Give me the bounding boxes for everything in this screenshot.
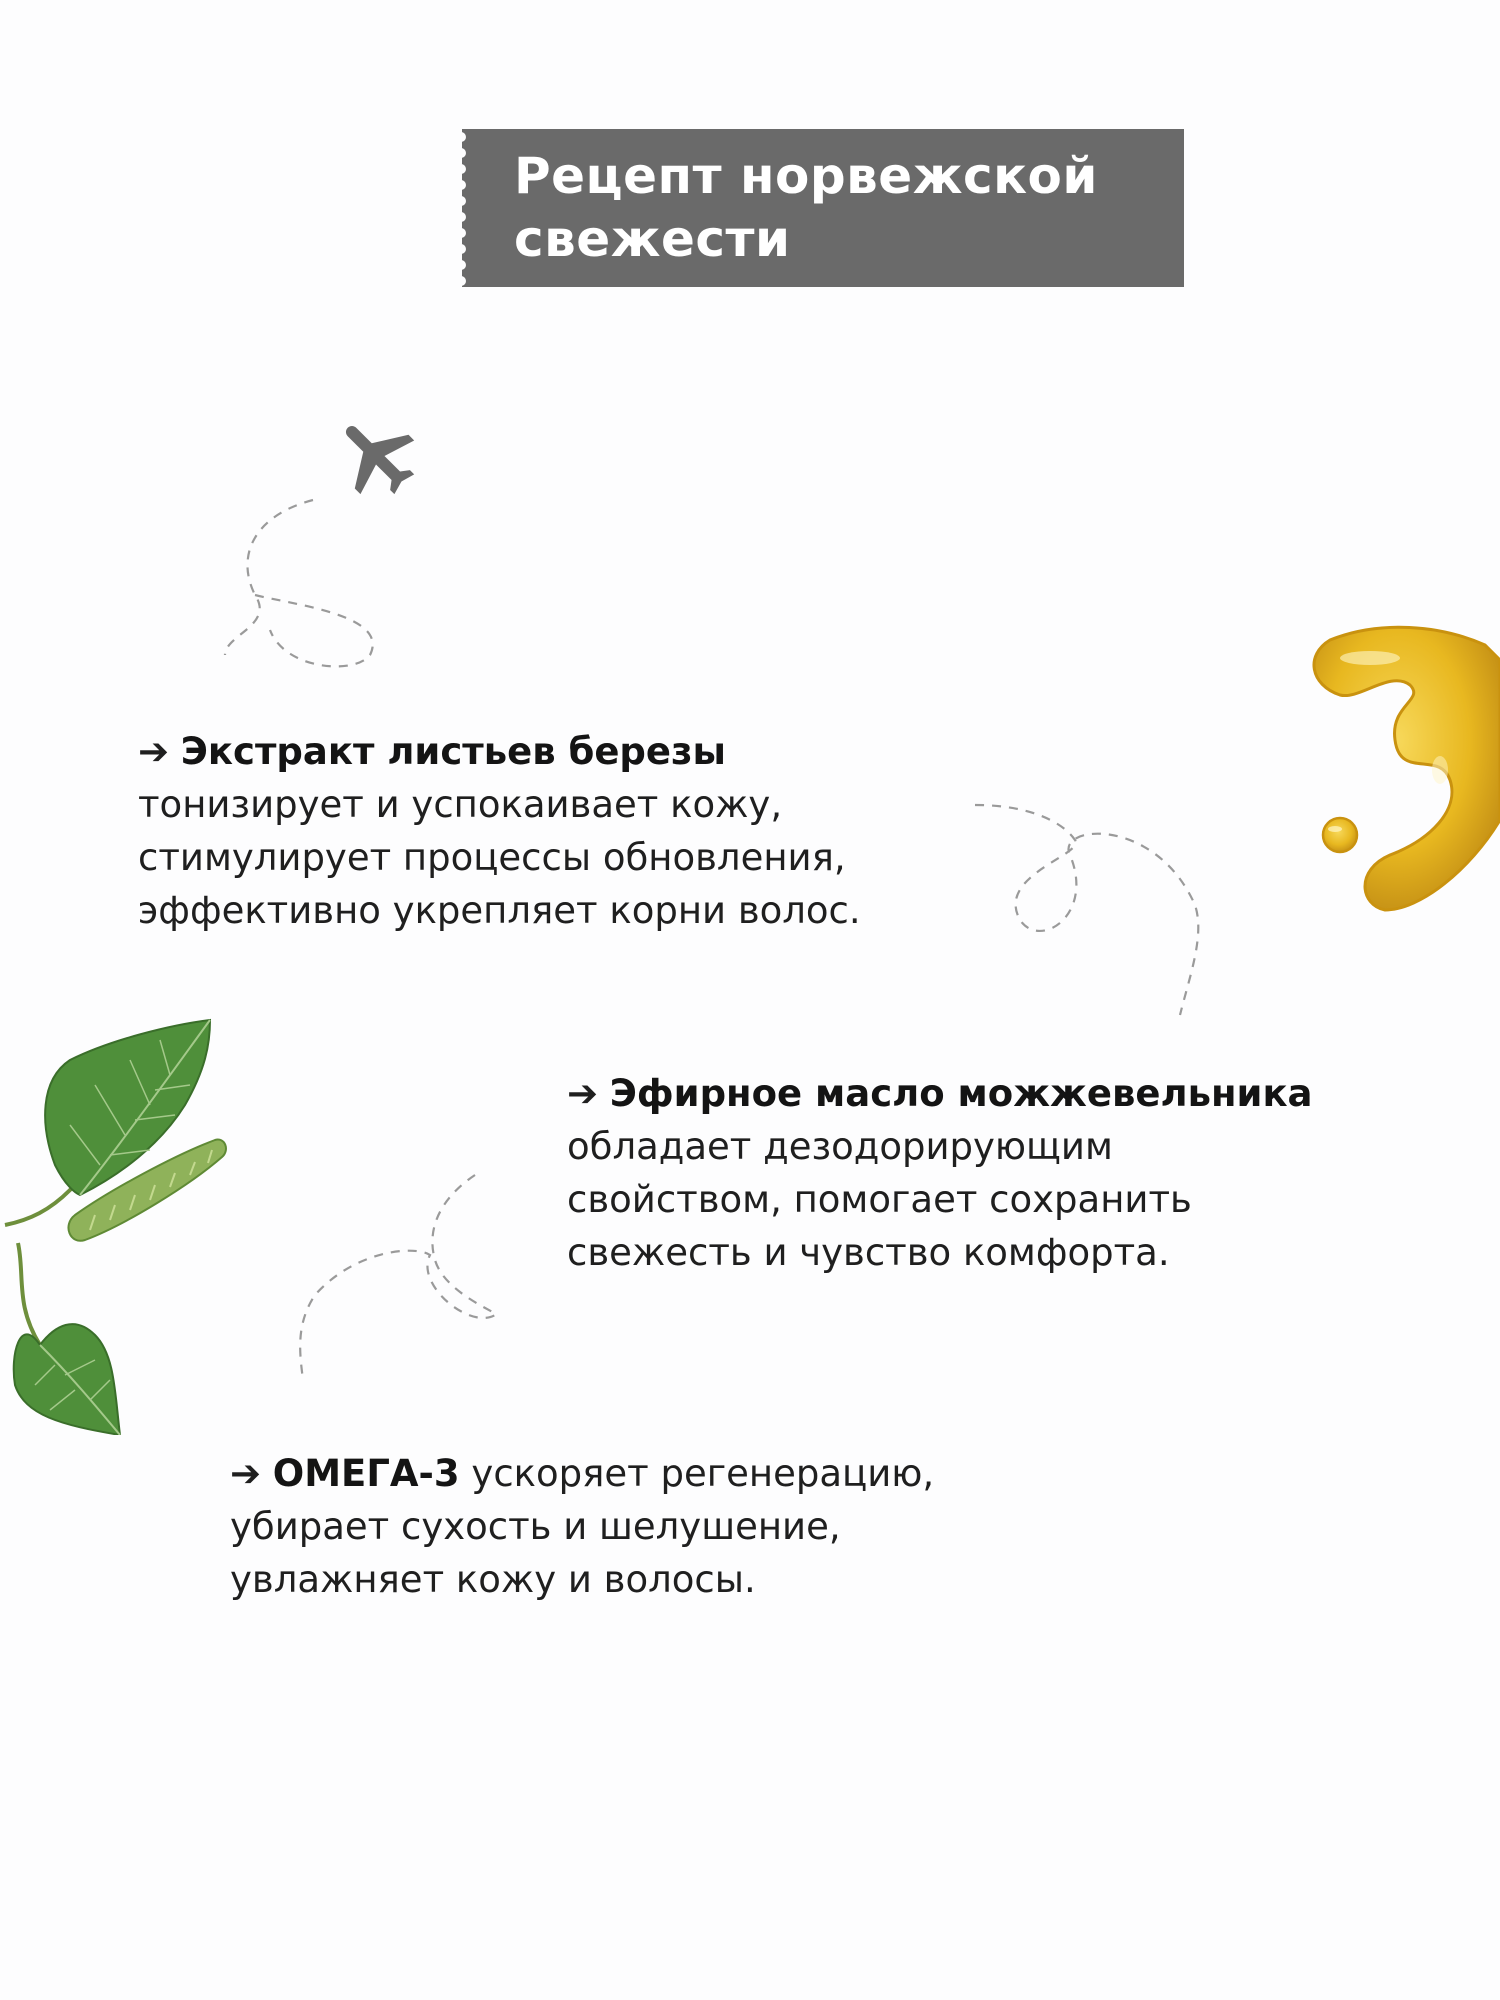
ingredient-juniper-line-2: свойством, помогает сохранить [567, 1178, 1192, 1221]
ingredient-juniper-line-1: обладает дезодорирующим [567, 1125, 1113, 1168]
title-banner [462, 129, 1184, 287]
ingredient-juniper-line-3: свежесть и чувство комфорта. [567, 1231, 1170, 1274]
oil-drop-image [1300, 620, 1500, 920]
ingredient-omega3-name: ОМЕГА-3 [272, 1452, 460, 1495]
ingredient-birch [138, 725, 958, 937]
ingredient-birch-line-2: стимулирует процессы обновления, [138, 836, 846, 879]
ingredient-omega3-heading [230, 1447, 1090, 1500]
ingredient-omega3-line-1: убирает сухость и шелушение, [230, 1505, 841, 1548]
ingredient-birch-heading [138, 725, 958, 778]
ingredient-juniper-heading [567, 1067, 1467, 1120]
ingredient-birch-line-3: эффективно укрепляет корни волос. [138, 889, 861, 932]
ingredient-birch-name: Экстракт листьев березы [180, 730, 726, 773]
page-title [514, 145, 1154, 271]
dashed-loop-right [965, 795, 1215, 1025]
ingredient-juniper [567, 1067, 1467, 1279]
perforated-edge [461, 129, 475, 287]
ingredient-omega3-line-2: увлажняет кожу и волосы. [230, 1558, 756, 1601]
ingredient-juniper-name: Эфирное масло можжевельника [609, 1072, 1313, 1115]
page-title-line-1: Рецепт норвежской [514, 147, 1098, 205]
birch-leaves-image [0, 1015, 230, 1435]
dashed-loop-middle [295, 1165, 515, 1390]
ingredient-omega3 [230, 1447, 1090, 1606]
ingredient-birch-line-1: тонизирует и успокаивает кожу, [138, 783, 783, 826]
arrow-right-icon: ➔ [138, 730, 170, 773]
page-title-line-2: свежести [514, 210, 791, 268]
airplane-icon [328, 408, 424, 504]
ingredient-omega3-inline-text: ускоряет регенерацию, [459, 1452, 935, 1495]
arrow-right-icon: ➔ [230, 1452, 262, 1495]
arrow-right-icon: ➔ [567, 1072, 599, 1115]
